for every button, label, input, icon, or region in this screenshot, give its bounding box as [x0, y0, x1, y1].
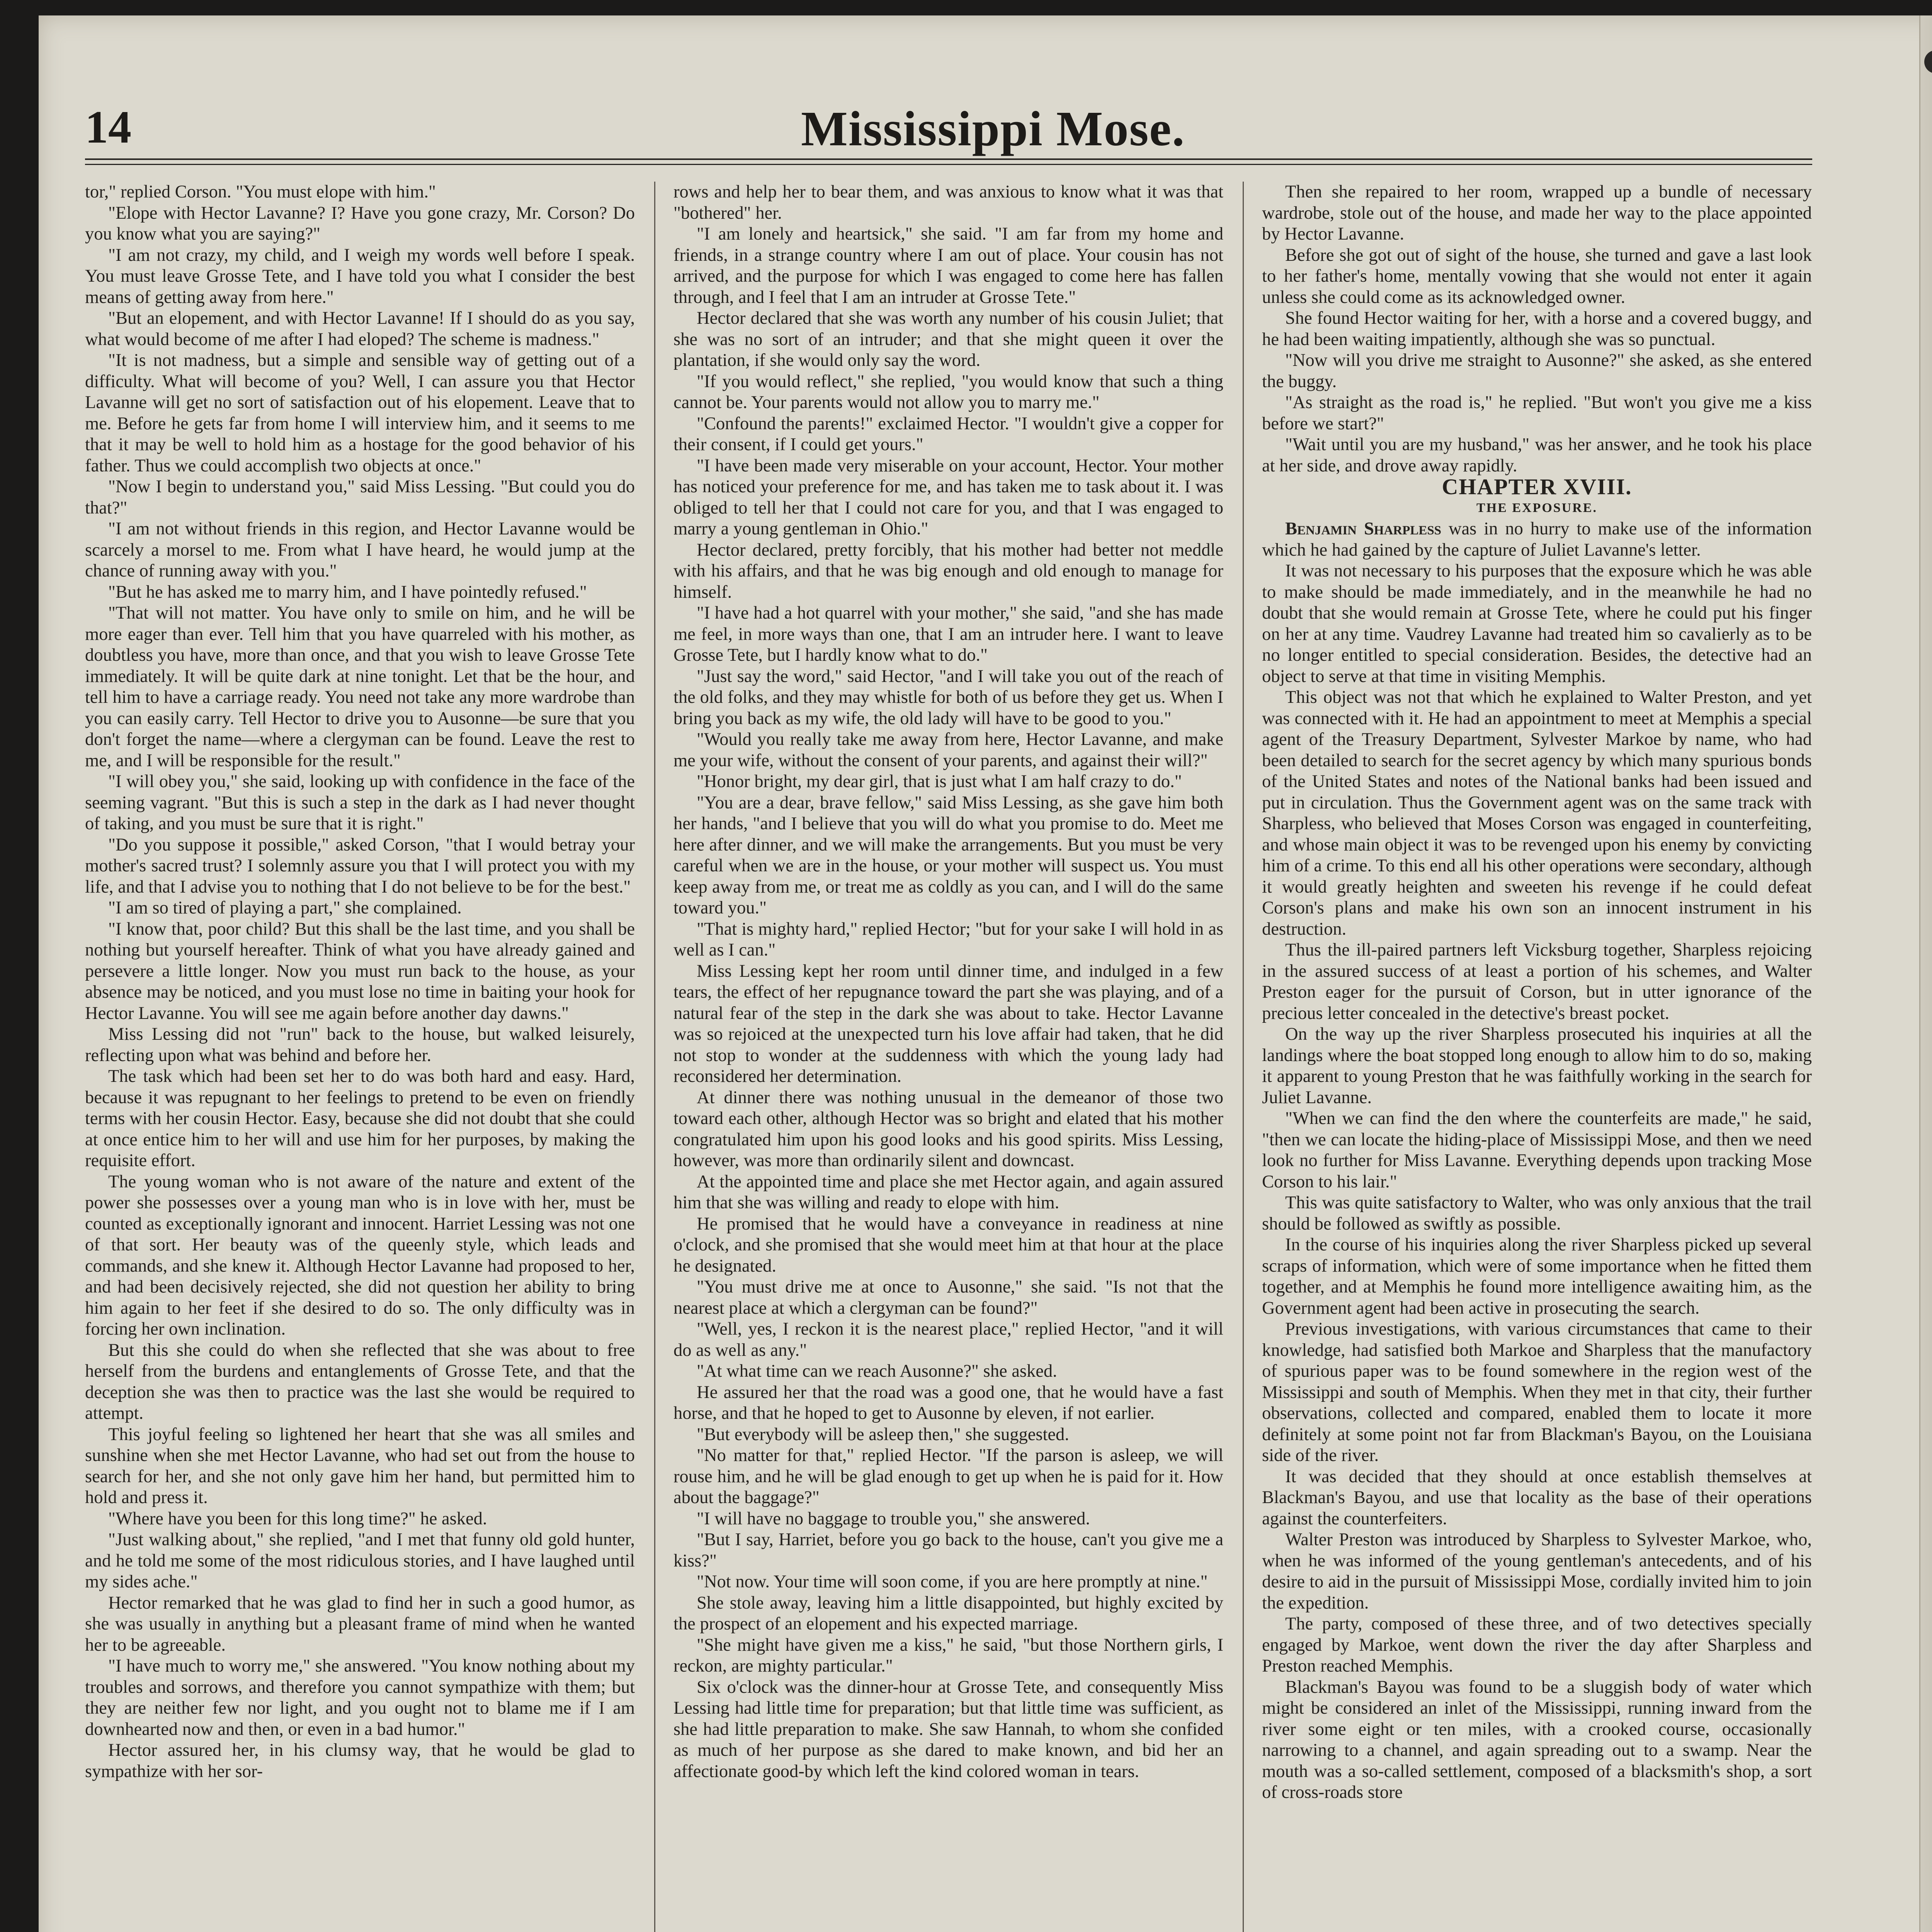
paragraph: Hector assured her, in his clumsy way, that he would be glad to sympathize with her sor-	[85, 1740, 635, 1781]
paragraph: "I am not crazy, my child, and I weigh my words well before I speak. You must leave Grosse Tete, and I have told you what I consider the best means of getting away from here."	[85, 245, 635, 307]
paragraph: "It is not madness, but a simple and sensible way of getting out of a difficulty. What will become of you? Well, I can assure you that Hector Lavanne will get no sort of satisfaction out of his elopement. Leave that to me. Before he gets far from home I will interview him, and it seems to me that it may be well to hold him as a hostage for the good behavior of his father. Thus we could accomplish two objects at once."	[85, 350, 635, 476]
paragraph: "Just walking about," she replied, "and I met that funny old gold hunter, and he told me some of the most ridiculous stories, and I have laughed until my sides ache."	[85, 1530, 635, 1592]
paragraph: It was not necessary to his purposes that the exposure which he was able to make should be made immediately, and in the meanwhile he had no doubt that she would remain at Grosse Tete, where he could put his finger on her at any time. Vaudrey Lavanne had treated him so cavalierly as to be no longer entitled to special consideration. Besides, the detective had an object to serve at that time in visiting Memphis.	[1262, 561, 1812, 686]
paragraph: At the appointed time and place she met Hector again, and again assured him that she was willing and ready to elope with him.	[673, 1172, 1223, 1213]
paragraph: "Wait until you are my husband," was her answer, and he took his place at her side, and drove away rapidly.	[1262, 435, 1812, 476]
paragraph: Miss Lessing kept her room until dinner time, and indulged in a few tears, the effect of her repugnance toward the part she was playing, and of a natural fear of the step in the dark she was about to take. Hector Lavanne was so rejoiced at the unexpected turn his love affair had taken, that he did not stop to wonder at the suddenness with which the young lady had reconsidered her determination.	[673, 961, 1223, 1086]
paragraph: "Just say the word," said Hector, "and I will take you out of the reach of the old folks, and they may whistle for both of us before they get us. When I bring you back as my wife, the old lady will have to be good to you."	[673, 666, 1223, 728]
paragraph: The task which had been set her to do was both hard and easy. Hard, because it was repugnant to her feelings to pretend to be even on friendly terms with her cousin Hector. Easy, because she did not doubt that she could at once entice him to her will and use him for her purposes, by making the requisite effort.	[85, 1066, 635, 1170]
column-3	[1262, 182, 1812, 1932]
paragraph: "Well, yes, I reckon it is the nearest place," replied Hector, "and it will do as well as any."	[673, 1319, 1223, 1360]
paragraph: Before she got out of sight of the house, she turned and gave a last look to her father's home, mentally vowing that she would not enter it again unless she could come as its acknowledged owner.	[1262, 245, 1812, 307]
paragraph: "I have had a hot quarrel with your mother," she said, "and she has made me feel, in more ways than one, that I am an intruder here. I want to leave Grosse Tete, but I hardly know what to do."	[673, 603, 1223, 665]
paragraph: Six o'clock was the dinner-hour at Grosse Tete, and consequently Miss Lessing had little time for preparation; but that little time was sufficient, as she had little preparation to make. She saw Hannah, to whom she confided as much of her purpose as she dared to make known, and bid her an affectionate good-by which left the kind colored woman in tears.	[673, 1677, 1223, 1781]
paragraph: tor," replied Corson. "You must elope with him."	[85, 182, 436, 202]
paragraph: "If you would reflect," she replied, "you would know that such a thing cannot be. Your parents would not allow you to marry me."	[673, 371, 1223, 412]
paragraph: "But an elopement, and with Hector Lavanne! If I should do as you say, what would become of me after I had eloped? The scheme is madness."	[85, 308, 635, 349]
paragraph: "I am not without friends in this region, and Hector Lavanne would be scarcely a morsel to me. From what I have heard, he would jump at the chance of running away with you."	[85, 519, 635, 581]
running-title: Mississippi Mose.	[801, 101, 1185, 156]
paragraph: "I have been made very miserable on your account, Hector. Your mother has noticed your preference for me, and has taken me to task about it. I was obliged to tell her that I could not care for you, and that I was engaged to marry a young gentleman in Ohio."	[673, 456, 1223, 539]
paragraph: "You must drive me at once to Ausonne," she said. "Is not that the nearest place at which a clergyman can be found?"	[673, 1277, 1223, 1318]
paragraph: At dinner there was nothing unusual in the demeanor of those two toward each other, although Hector was so bright and elated that his mother congratulated him upon his good looks and his good spirits. Miss Lessing, however, was more than ordinarily silent and downcast.	[673, 1087, 1223, 1170]
paragraph	[1262, 519, 1812, 561]
paragraph: Walter Preston was introduced by Sharpless to Sylvester Markoe, who, when he was informed of the young gentleman's antecedents, and of his desire to aid in the pursuit of Mississippi Mose, cordially invited him to join the expedition.	[1262, 1530, 1812, 1613]
paragraph: Blackman's Bayou was found to be a sluggish body of water which might be considered an inlet of the Mississippi, running inward from the river some eight or ten miles, with a crooked course, occasionally narrowing to a channel, and again spreading out to a swamp. Near the mouth was a so-called settlement, composed of a blacksmith's shop, a sort of cross-roads store	[1262, 1677, 1812, 1802]
paragraph: This joyful feeling so lightened her heart that she was all smiles and sunshine when she met Hector Lavanne, who had set out from the house to search for her, and she not only gave him her hand, but permitted him to hold and press it.	[85, 1424, 635, 1507]
paragraph: This object was not that which he explained to Walter Preston, and yet was connected with it. He had an appointment to meet at Memphis a special agent of the Treasury Department, Sylvester Markoe by name, who had been detailed to search for the secret agency by which many spurious bonds of the United States and notes of the National banks had been issued and put in circulation. Thus the Government agent was on the same track with Sharpless, who believed that Moses Corson was engaged in counterfeiting, and whose main object it was to be revenged upon his enemy by convicting him of a crime. To this end all his other operations were secondary, although it would greatly heighten and sweeten his revenge if he could defeat Corson's plans and make his own son an innocent instrument in his destruction.	[1262, 687, 1812, 939]
paragraph-text: was in no hurry to make use of the information which he had gained by the capture of Juliet Lavanne's letter.	[1262, 519, 1812, 560]
paragraph: "Confound the parents!" exclaimed Hector. "I wouldn't give a copper for their consent, if I could get yours."	[673, 413, 1223, 454]
paragraph: Thus the ill-paired partners left Vicksburg together, Sharpless rejoicing in the assured success of at least a portion of his schemes, and Walter Preston eager for the pursuit of Corson, but in utter ignorance of the precious letter concealed in the detective's breast pocket.	[1262, 940, 1812, 1023]
paragraph: "Now will you drive me straight to Ausonne?" she asked, as she entered the buggy.	[1262, 350, 1812, 391]
paragraph: "No matter for that," replied Hector. "If the parson is asleep, we will rouse him, and he will be glad enough to get up when he is paid for it. How about the baggage?"	[673, 1446, 1223, 1507]
paragraph: "I am lonely and heartsick," she said. "I am far from my home and friends, in a strange country where I am out of place. Your cousin has not arrived, and the purpose for which I was engaged to come here has fallen through, and I feel that I am an intruder at Grosse Tete."	[673, 224, 1223, 307]
paragraph: He promised that he would have a conveyance in readiness at nine o'clock, and she promised that she would meet him at that hour at the place he designated.	[673, 1214, 1223, 1276]
paragraph: "At what time can we reach Ausonne?" she asked.	[697, 1361, 1057, 1381]
paragraph: In the course of his inquiries along the river Sharpless picked up several scraps of information, which were of some importance when he fitted them together, and at Memphis he found more intelligence awaiting him, as the Government agent had been active in prosecuting the search.	[1262, 1235, 1812, 1318]
paragraph: "As straight as the road is," he replied. "But won't you give me a kiss before we start?"	[1262, 393, 1812, 434]
paragraph: "But everybody will be asleep then," she suggested.	[697, 1424, 1069, 1444]
column-divider	[1243, 182, 1244, 1932]
paragraph: "But I say, Harriet, before you go back to the house, can't you give me a kiss?"	[673, 1530, 1223, 1571]
paragraph: Hector remarked that he was glad to find her in such a good humor, as she was usually in anything but a pleasant frame of mind when he wanted her to be agreeable.	[85, 1593, 635, 1655]
lead-in-words: Benjamin Sharpless	[1285, 519, 1442, 539]
paragraph: "Do you suppose it possible," asked Corson, "that I would betray your mother's sacred trust? I solemnly assure you that I will protect you with my life, and that I advise you to nothing that I do not believe to be for the best."	[85, 835, 635, 897]
column-2	[673, 182, 1223, 1932]
paragraph: Previous investigations, with various circumstances that came to their knowledge, had satisfied both Markoe and Sharpless that the manufactory of spurious paper was to be found somewhere in the region west of the Mississippi and south of Memphis. When they met in that city, their further observations, collected and compared, enabled them to locate it more definitely at some point not far from Blackman's Bayou, on the Louisiana side of the river.	[1262, 1319, 1812, 1465]
column-1	[85, 182, 635, 1932]
paragraph: "I will have no baggage to trouble you," she answered.	[697, 1509, 1090, 1529]
paragraph: "That is mighty hard," replied Hector; "but for your sake I will hold in as well as I can."	[673, 919, 1223, 960]
binding-hole	[1924, 50, 1932, 73]
paragraph: The young woman who is not aware of the nature and extent of the power she possesses over a young man who is in love with her, must be counted as exceptionally ignorant and innocent. Harriet Lessing was not one of that sort. Her beauty was of the queenly style, which leads and commands, and she knew it. Although Hector Lavanne had proposed to her, and had been decisively rejected, she did not question her ability to bring him again to her feet if she desired to do so. The only difficulty was in forcing her own inclination.	[85, 1172, 635, 1339]
page-edge	[1919, 15, 1932, 1932]
paragraph: She found Hector waiting for her, with a horse and a covered buggy, and he had been waiting impatiently, although she was so punctual.	[1262, 308, 1812, 349]
page-header	[85, 97, 1812, 166]
paragraph: "Elope with Hector Lavanne? I? Have you gone crazy, Mr. Corson? Do you know what you are saying?"	[85, 203, 635, 244]
paragraph: "She might have given me a kiss," he said, "but those Northern girls, I reckon, are mighty particular."	[673, 1635, 1223, 1676]
paragraph: "Now I begin to understand you," said Miss Lessing. "But could you do that?"	[85, 477, 635, 518]
paragraph: "Would you really take me away from here, Hector Lavanne, and make me your wife, without the consent of your parents, and against their will?"	[673, 730, 1223, 770]
page-number: 14	[85, 101, 131, 153]
paragraph: It was decided that they should at once establish themselves at Blackman's Bayou, and use that locality as the base of their operations against the counterfeiters.	[1262, 1466, 1812, 1529]
chapter-heading: CHAPTER XVIII.	[1442, 474, 1632, 499]
paragraph: "I have much to worry me," she answered. "You know nothing about my troubles and sorrows, and therefore you cannot sympathize with them; but they are neither few nor light, and you ought not to blame me if I am downhearted now and then, or even in a bad humor."	[85, 1656, 635, 1739]
header-rule	[85, 158, 1812, 165]
paragraph: Then she repaired to her room, wrapped up a bundle of necessary wardrobe, stole out of the house, and made her way to the place appointed by Hector Lavanne.	[1262, 182, 1812, 244]
paragraph: "I know that, poor child? But this shall be the last time, and you shall be nothing but yourself hereafter. Think of what you have already gained and persevere a little longer. Now you must run back to the house, as your absence may be noticed, and you must lose no time in baiting your hook for Hector Lavanne. You will see me again before another day dawns."	[85, 919, 635, 1023]
paragraph: "Not now. Your time will soon come, if you are here promptly at nine."	[697, 1572, 1208, 1592]
paragraph: "I am so tired of playing a part," she complained.	[108, 898, 462, 918]
paragraph: The party, composed of these three, and of two detectives specially engaged by Markoe, went down the river the day after Sharpless and Preston reached Memphis.	[1262, 1614, 1812, 1676]
paragraph: "You are a dear, brave fellow," said Miss Lessing, as she gave him both her hands, "and I believe that you will do what you promise to do. Meet me here after dinner, and we will make the arrangements. But you must be very careful when we are in the house, or your mother will suspect us. You must keep away from me, or treat me as coldly as you can, and I will do the same toward you."	[673, 793, 1223, 918]
paragraph: Hector declared that she was worth any number of his cousin Juliet; that she was no sort of an intruder; and that she might queen it over the plantation, if she would only say the word.	[673, 308, 1223, 370]
chapter-subheading: THE EXPOSURE.	[1476, 500, 1597, 515]
paragraph: "But he has asked me to marry him, and I have pointedly refused."	[108, 582, 587, 602]
paragraph: "I will obey you," she said, looking up with confidence in the face of the seeming vagrant. "But this is such a step in the dark as I had never thought of taking, and you must be sure that it is right."	[85, 772, 635, 833]
paragraph: But this she could do when she reflected that she was about to free herself from the burdens and entanglements of Grosse Tete, and that the deception she was then to practice was the last she would be required to attempt.	[85, 1340, 635, 1423]
paragraph: "That will not matter. You have only to smile on him, and he will be more eager than ever. Tell him that you have quarreled with his mother, as doubtless you have, more than once, and that you wish to leave Grosse Tete immediately. It will be quite dark at nine tonight. Let that be the hour, and tell him to have a carriage ready. You need not take any more wardrobe than you can easily carry. Tell Hector to drive you to Ausonne—be sure that you don't forget the name—where a clergyman can be found. Leave the rest to me, and I will be responsible for the result."	[85, 603, 635, 770]
paragraph: rows and help her to bear them, and was anxious to know what it was that "bothered" her.	[673, 182, 1223, 223]
text-columns	[85, 182, 1812, 1932]
paragraph: On the way up the river Sharpless prosecuted his inquiries at all the landings where the boat stopped long enough to allow him to do so, making it apparent to young Preston that he was faithfully working in the search for Juliet Lavanne.	[1262, 1024, 1812, 1107]
paragraph: "When we can find the den where the counterfeits are made," he said, "then we can locate the hiding-place of Mississippi Mose, and then we need look no further for Miss Lavanne. Everything depends upon tracking Mose Corson to his lair."	[1262, 1109, 1812, 1192]
paragraph: He assured her that the road was a good one, that he would have a fast horse, and that he hoped to get to Ausonne by eleven, if not earlier.	[673, 1382, 1223, 1423]
paragraph: "Honor bright, my dear girl, that is just what I am half crazy to do."	[697, 772, 1182, 791]
paragraph: This was quite satisfactory to Walter, who was only anxious that the trail should be followed as swiftly as possible.	[1262, 1193, 1812, 1234]
paragraph: Hector declared, pretty forcibly, that his mother had better not meddle with his affairs, and that he was big enough and old enough to manage for himself.	[673, 540, 1223, 602]
paragraph: "Where have you been for this long time?" he asked.	[108, 1509, 487, 1529]
column-divider	[654, 182, 655, 1932]
paragraph: She stole away, leaving him a little disappointed, but highly excited by the prospect of an elopement and his expected marriage.	[673, 1593, 1223, 1634]
paragraph: Miss Lessing did not "run" back to the house, but walked leisurely, reflecting upon what was behind and before her.	[85, 1024, 635, 1065]
